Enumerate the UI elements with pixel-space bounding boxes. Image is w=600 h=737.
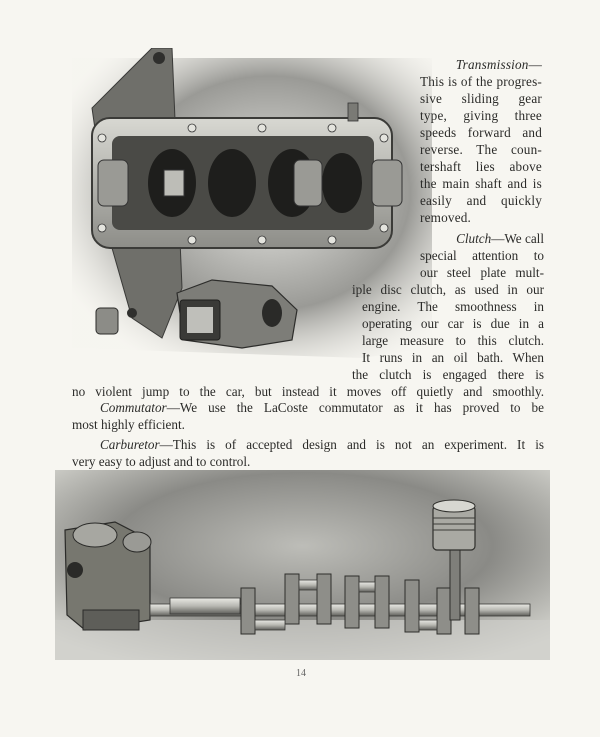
text-line: removed.	[420, 210, 472, 225]
text-line: our steel plate mult-	[420, 265, 544, 280]
text-line: no violent jump to the car, but instead it moves off quietly and smoothly.	[72, 384, 544, 399]
text-line: —We call	[491, 231, 544, 246]
transmission-heading: Transmission	[455, 57, 529, 72]
text-line: the clutch is engaged there is	[352, 367, 544, 382]
carburetor-heading: Carburetor	[100, 437, 160, 452]
text-line: It runs in an oil bath. When	[362, 350, 544, 365]
text-line: sive sliding gear	[420, 91, 542, 106]
text-line: operating our car is due in a	[362, 316, 544, 331]
text-line: —	[528, 57, 542, 72]
clutch-heading: Clutch	[456, 231, 492, 246]
text-line: easily and quickly	[420, 193, 542, 208]
transmission-paragraph	[420, 56, 542, 226]
text-line: —This is of accepted design and is not an experiment. It is	[159, 437, 544, 452]
text-line: reverse. The coun-	[420, 142, 542, 157]
commutator-heading: Commutator	[100, 400, 167, 415]
carburetor-paragraph	[72, 436, 544, 470]
text-line: tershaft lies above	[420, 159, 542, 174]
text-line: speeds forward and	[420, 125, 542, 140]
text-line: most highly efficient.	[72, 417, 185, 432]
text-line: engine. The smoothness in	[362, 299, 544, 314]
crankshaft-illustration	[55, 470, 550, 660]
commutator-paragraph	[72, 399, 544, 433]
text-line: the main shaft and is	[420, 176, 542, 191]
text-line: This is of the progres-	[420, 74, 542, 89]
text-line: special attention to	[420, 248, 544, 263]
text-line: iple disc clutch, as used in our	[352, 282, 544, 297]
page-number: 14	[296, 668, 306, 679]
text-line: large measure to this clutch.	[362, 333, 544, 348]
text-line: very easy to adjust and to control.	[72, 454, 251, 469]
text-line: type, giving three	[420, 108, 542, 123]
text-line: —We use the LaCoste commutator as it has proved to be	[166, 400, 544, 415]
